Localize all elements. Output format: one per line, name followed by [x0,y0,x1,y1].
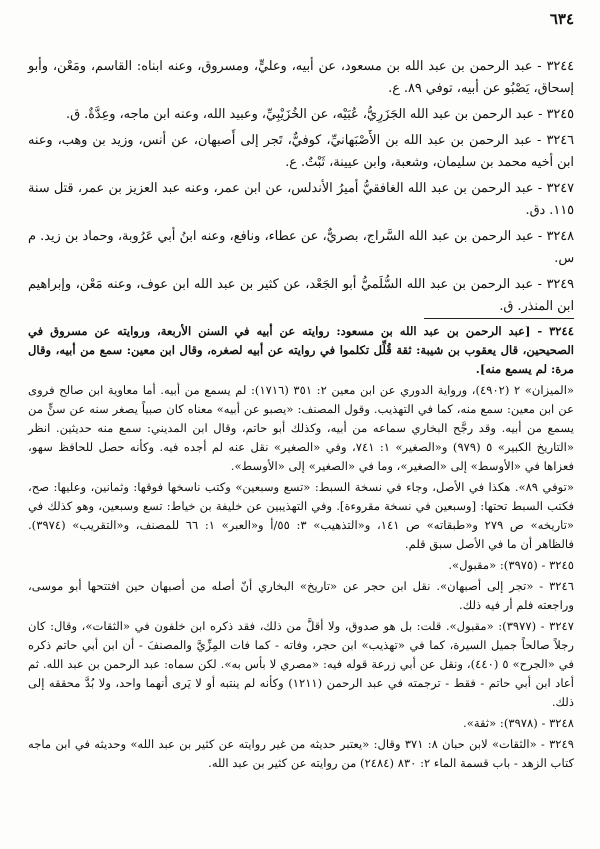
entry-3248: ٣٢٤٨ - عبد الرحمن بن عبد الله السَّراج، بصريٌّ، عن عطاء، ونافع، وعنه ابنُ أبي عَرُوبة، وحماد بن زيد. م س. [28,229,574,266]
note-3244-death: «توفي ٨٩». هكذا في الأصل، وجاء في نسخة السبط: «تسع وسبعين» وكتب ناسخها فوقها: وثمانين، وعليها: صح، فكتب السبط تحتها: [وسبعين في نسخة مقروءة]. وفي التهذيبين عن خليفة بن خياط: تسع وسبعين، وهو كذلك في «تاريخه» ص ٢٧٩ و«طبقاته» ص ١٤١، و«التذهيب» ٣: ٥٥/أ و«العبر» ١: ٦٦ للمصنف، و«التقريب» (٣٩٧٤). فالظاهر أن ما في الأصل سبق قلم. [28,480,575,551]
note-3244-mizan: «الميزان» ٢ (٤٩٠٢)، ورواية الدوري عن ابن معين ٢: ٣٥١ (١٧١٦): لم يسمع من أبيه. أما معاوية ابن صالح فروى عن ابن معين: سمع منه، كما في التهذيب. وقول المصنف: «يصبو عن أبيه» معناه كان صبياً يصغر سنه عن سنٍّ من يسمع من أبيه. وقد رجَّح البخاري سماعه من أبيه، وكذلك أبو حاتم، وقال ابن المديني: سمع منه حديثين. انظر «التاريخ الكبير» ٥ (٩٧٩) و«الصغير» ١: ٧٤١، وفي «الصغير» نقل عنه لم أجده فيه. وكأنه حصل للحافظ سهو، فعزاها في «الأوسط» إلى «الصغير»، وما في «الصغير» إلى «الأوسط». [28,383,575,473]
footnotes [28,322,574,775]
page-number: ٦٣٤ [549,10,574,28]
entry-3244: ٣٢٤٤ - عبد الرحمن بن عبد الله بن مسعود، عن أبيه، وعليٍّ، ومسروق، وعنه ابناه: القاسم، ومَعْن، وأبو إسحاق، يَصْبُو عن أبيه، توفي ٨٩. ع. [28,59,574,96]
footnote-divider [424,318,574,319]
note-3249: ٣٢٤٩ - «الثقات» لابن حبان ٨: ٣٧١ وقال: «يعتبر حديثه من غير روايته عن كثير بن عبد الله» وحديثه في ابن ماجه كتاب الزهد - باب قسمة الماء ٢: ٨٣٠ (٢٤٨٤) من روايته عن كثير بن عبد الله. [28,737,574,770]
main-text [28,56,574,322]
entry-3247: ٣٢٤٧ - عبد الرحمن بن عبد الله الغافقيُّ أميرُ الأندلس، عن ابن عمر، وعنه عبد العزيز بن عمر، قتل سنة ١١٥. دق. [28,181,574,218]
note-3246: ٣٢٤٦ - «تجر إلى أصبهان». نقل ابن حجر عن «تاريخ» البخاري أنّ أصله من أصبهان حين افتتحها أبو موسى، وراجعته فلم أر فيه ذلك. [28,579,574,612]
entry-3245: ٣٢٤٥ - عبد الرحمن بن عبد الله الجَزَرِيُّ، عُبَيْه، عن الخُزَيْبِيِّ، وعبيد الله، وعنه ابن ماجه، وعِدَّةٌ. ق. [66,107,574,122]
entry-3249: ٣٢٤٩ - عبد الرحمن بن عبد الله السُّلَميُّ أبو الجَعْد، عن كثير بن عبد الله ابن عوف، وعنه مَعْن، وإبراهيم ابن المنذر. ق. [28,277,574,314]
note-3248: ٣٢٤٨ - (٣٩٧٨): «ثقة». [463,716,574,730]
entry-3246: ٣٢٤٦ - عبد الرحمن بن عبد الله بن الأَصْبَهانيِّ، كوفيٌّ، تَجر إلى أَصبهان، عن أنس، وزيد بن وهب، وعنه ابن أخيه محمد بن سليمان، وشعبة، وابن عيينة، ثَبْتٌ. ع. [28,133,574,170]
note-3244-summary: ٣٢٤٤ - [عبد الرحمن بن عبد الله بن مسعود: روايته عن أبيه في السنن الأربعة، وروايته عن مسروق في الصحيحين، قال يعقوب بن شيبة: ثقة قُلِّل تكلموا في روايته عن أبيه لصغره، وقال ابن معين: سمع من أبيه، وقال مرة: لم يسمع منه]. [28,324,574,376]
note-3245: ٣٢٤٥ - (٣٩٧٥): «مقبول». [448,558,574,572]
note-3247: ٣٢٤٧ - (٣٩٧٧): «مقبول». قلت: بل هو صدوق، ولا أقلَّ من ذلك، فقد ذكره ابن خلفون في «الثقات»، وقال: كان رجلاً صالحاً جميل السيرة، كما في «تهذيب» ابن حجر، وفاته - كما فات المِزِّيَّ والمصنفَ - أن ابن أبي حاتم ذكره في «الجرح» ٥ (٤٤٠)، ونقل عن أبي زرعة قوله فيه: «مصري لا بأس به». لكن سماه: عبد الرحمن بن عبد الله. ثم أعاد ابن أبي حاتم - فقط - ترجمته في عبد الرحمن (١٢١١) وكأنه لم ينتبه أو لا يَرى أنهما واحد، ولا بُدَّ محققه إلى ذلك. [28,619,575,709]
